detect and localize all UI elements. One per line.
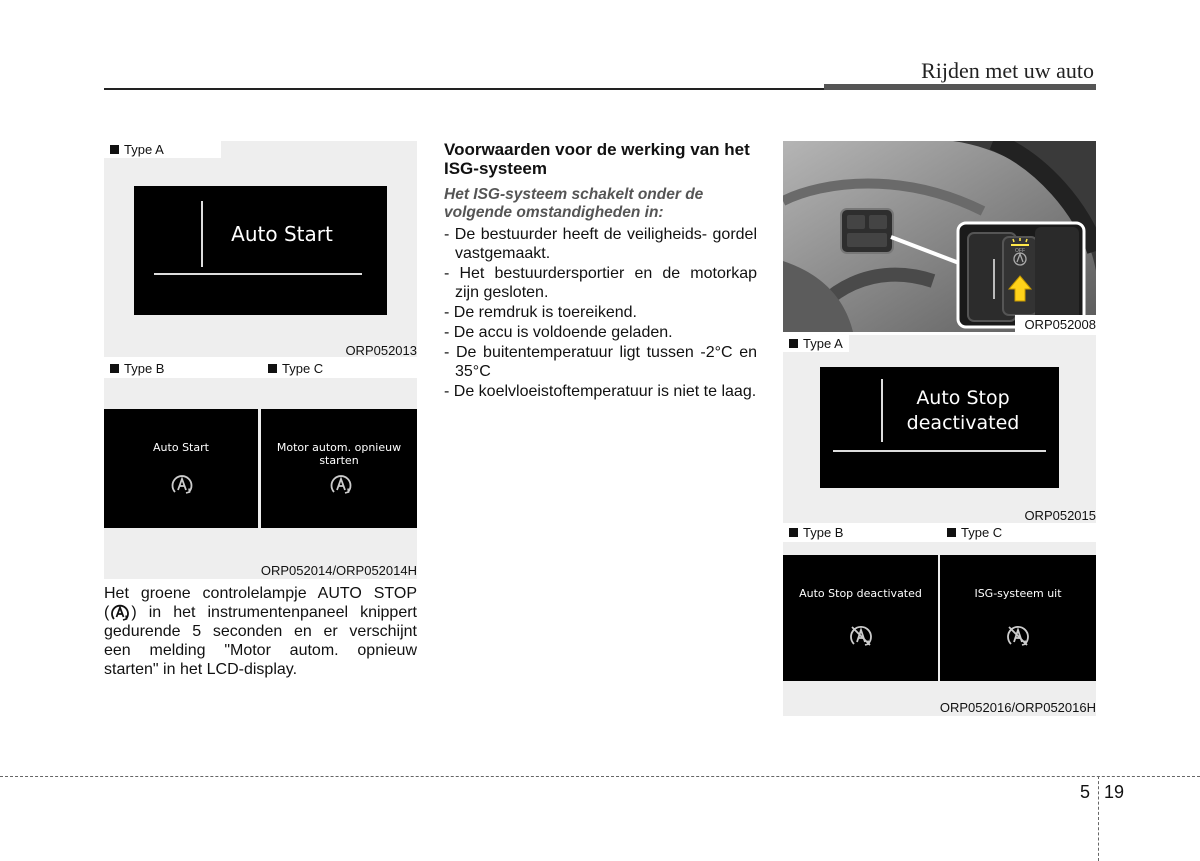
figure-code: ORP052014/ORP052014H (260, 563, 417, 578)
type-label: Type A (789, 336, 843, 351)
footer-divider (1098, 776, 1099, 861)
lcd-display (820, 367, 1059, 488)
list-item: - De buitentemperatuur ligt tussen -2°C en 35°C (444, 344, 757, 380)
figure-code: ORP052013 (345, 343, 417, 358)
page-number: 19 (1104, 782, 1125, 802)
lcd-message: Auto Start (231, 222, 333, 246)
type-c-label: Type C (268, 361, 323, 376)
lcd-message-line1: Auto Stop (916, 387, 1010, 409)
figure-type-b-c-auto-stop-deactivated (783, 525, 1096, 716)
header-rule-accent (824, 84, 1096, 90)
dashboard-switch-photo (783, 141, 1096, 332)
lcd-display-type-c (940, 555, 1096, 681)
lcd-display-type-b (104, 409, 258, 528)
section-heading: Voorwaarden voor de werking van het ISG-systeem (444, 140, 750, 178)
auto-stop-paragraph: Het groene controlelampje AUTO STOP ( ) in het instrumentenpaneel knippert gedurende 5 seconden en er verschijnt een melding "Motor autom. opnieuw starten" in het LCD-display. (104, 585, 417, 678)
auto-stop-off-icon (1004, 622, 1032, 650)
auto-stop-icon (328, 472, 354, 498)
lcd-display (134, 186, 387, 315)
chapter-number: 5 (1080, 782, 1091, 802)
lcd-display-type-b (783, 555, 938, 681)
conditions-list (444, 225, 757, 402)
chapter-title: Rijden met uw auto (921, 58, 1094, 83)
lcd-message: Auto Stop deactivated (799, 587, 922, 600)
figure-code: ORP052008 (1024, 317, 1096, 332)
list-item: - De bestuurder heeft de veiligheids- gordel vastgemaakt. (444, 226, 757, 262)
footer-rule (0, 776, 1200, 777)
lcd-message: Auto Start (153, 441, 209, 454)
auto-stop-icon (109, 603, 131, 622)
figure-code: ORP052015 (1024, 508, 1096, 523)
figure-type-b-c-auto-start (104, 361, 417, 579)
figure-code: ORP052016/ORP052016H (939, 700, 1096, 715)
auto-stop-icon (169, 472, 195, 498)
type-b-label: Type B (789, 525, 843, 540)
lcd-message: Motor autom. opnieuw starten (276, 441, 402, 467)
list-item: - De accu is voldoende geladen. (444, 324, 673, 341)
section-subheading: Het ISG-systeem schakelt onder de volgende omstandigheden in: (444, 186, 704, 221)
list-item: - De koelvloeistoftemperatuur is niet te laag. (444, 383, 757, 400)
lcd-message-line2: deactivated (906, 412, 1020, 434)
figure-type-a-auto-stop-deactivated (783, 335, 1096, 523)
lcd-display-type-c (261, 409, 417, 528)
lcd-message: ISG-systeem uit (974, 587, 1062, 600)
type-label: Type A (110, 142, 164, 157)
switch-off-label: OFF (1015, 248, 1025, 254)
figure-type-a-auto-start (104, 141, 417, 357)
list-item: - De remdruk is toereikend. (444, 304, 637, 321)
list-item: - Het bestuurdersportier en de motorkap zijn gesloten. (444, 265, 757, 301)
auto-stop-off-icon (847, 622, 875, 650)
type-c-label: Type C (947, 525, 1002, 540)
type-b-label: Type B (110, 361, 164, 376)
